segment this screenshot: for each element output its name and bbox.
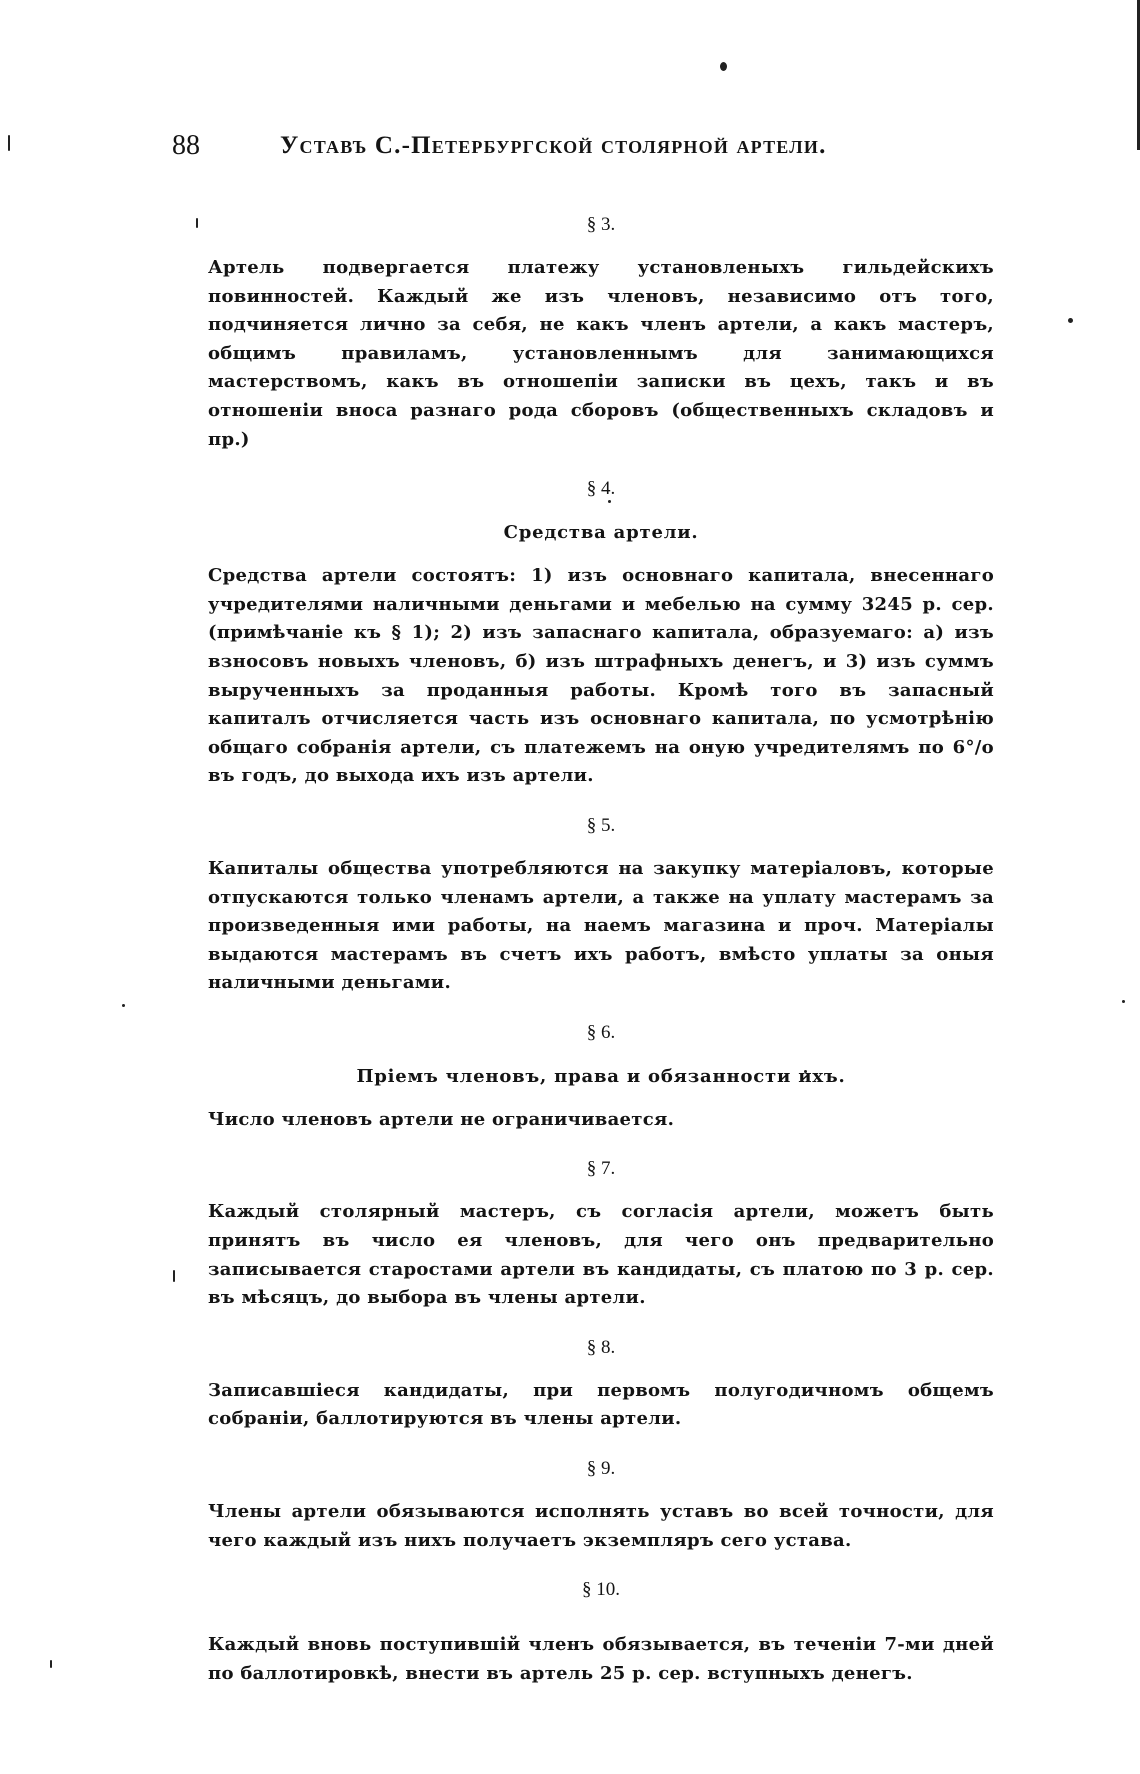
section-4	[208, 474, 994, 791]
section-paragraph: Число членовъ артели не ограничивается.	[208, 1108, 675, 1130]
document-body	[208, 210, 994, 1688]
section-number: § 4.	[586, 478, 616, 500]
section-number: § 6.	[586, 1021, 616, 1043]
section-9	[208, 1454, 994, 1555]
section-paragraph: Члены артели обязываются исполнять уставъ во всей точности, для чего каждый изъ нихъ получаетъ экземпляръ сего устава.	[208, 1501, 994, 1551]
section-title: Средства артели.	[503, 522, 699, 544]
section-paragraph: Артель подвергается платежу установленыхъ гильдейскихъ повинностей. Каждый же изъ членовъ, независимо отъ того, подчиняется лично за себя, не какъ членъ артели, а какъ мастеръ, общимъ правиламъ, установленнымъ для занимающихся мастерствомъ, какъ въ отношепіи записки въ цехъ, такъ и въ отношеніи вноса разнаго рода сборовъ (общественныхъ складовъ и пр.)	[208, 257, 994, 450]
section-title: Пріемъ членовъ, права и обязанности ихъ.	[356, 1065, 846, 1087]
section-paragraph: Средства артели состоятъ: 1) изъ основнаго капитала, внесеннаго учредителями наличными деньгами и мебелью на сумму 3245 р. сер. (примѣчаніе къ § 1); 2) изъ запаснаго капитала, образуемаго: а) изъ взносовъ новыхъ членовъ, б) изъ штрафныхъ денегъ, и 3) изъ суммъ вырученныхъ за проданныя работы. Кромѣ того въ запасный капиталъ отчисляется часть изъ основнаго капитала, по усмотрѣнію общаго собранія артели, съ платежемъ на оную учредителямъ по 6°/o въ годъ, до выхода ихъ изъ артели.	[208, 565, 994, 787]
section-paragraph: Записавшіеся кандидаты, при первомъ полугодичномъ общемъ собраніи, баллотируются въ члены артели.	[208, 1379, 994, 1430]
section-8	[208, 1333, 994, 1434]
section-number: § 7.	[586, 1158, 616, 1180]
section-7	[208, 1154, 994, 1312]
section-number: § 10.	[582, 1579, 620, 1601]
section-number: § 8.	[586, 1336, 616, 1358]
section-paragraph: Капиталы общества употребляются на закупку матеріаловъ, которые отпускаются только членамъ артели, а также на уплату мастерамъ за произведенныя ими работы, на наемъ магазина и проч. Матеріалы выдаются мастерамъ въ счетъ ихъ работъ, вмѣсто уплаты за оныя наличными деньгами.	[208, 857, 994, 994]
section-paragraph: Каждый столярный мастеръ, съ согласія артели, можетъ быть принятъ въ число ея членовъ, для чего онъ предварительно записывается старостами артели въ кандидаты, съ платою по 3 р. сер. въ мѣсяцъ, до выбора въ члены артели.	[208, 1201, 994, 1309]
section-6	[208, 1018, 994, 1135]
running-title: Уставъ С.-Петербургской столярной артели.	[280, 132, 827, 159]
section-number: § 9.	[586, 1458, 616, 1480]
section-number: § 3.	[586, 214, 616, 235]
section-paragraph: Каждый вновь поступившій членъ обязывается, въ теченіи 7-ми дней по баллотировкѣ, внести въ артель 25 р. сер. вступныхъ денегъ.	[208, 1634, 994, 1684]
page-number: 88	[172, 130, 200, 161]
section-3	[208, 210, 994, 454]
section-10	[208, 1575, 994, 1688]
section-number: § 5.	[586, 814, 616, 836]
page-header	[172, 130, 932, 170]
section-5	[208, 811, 994, 998]
